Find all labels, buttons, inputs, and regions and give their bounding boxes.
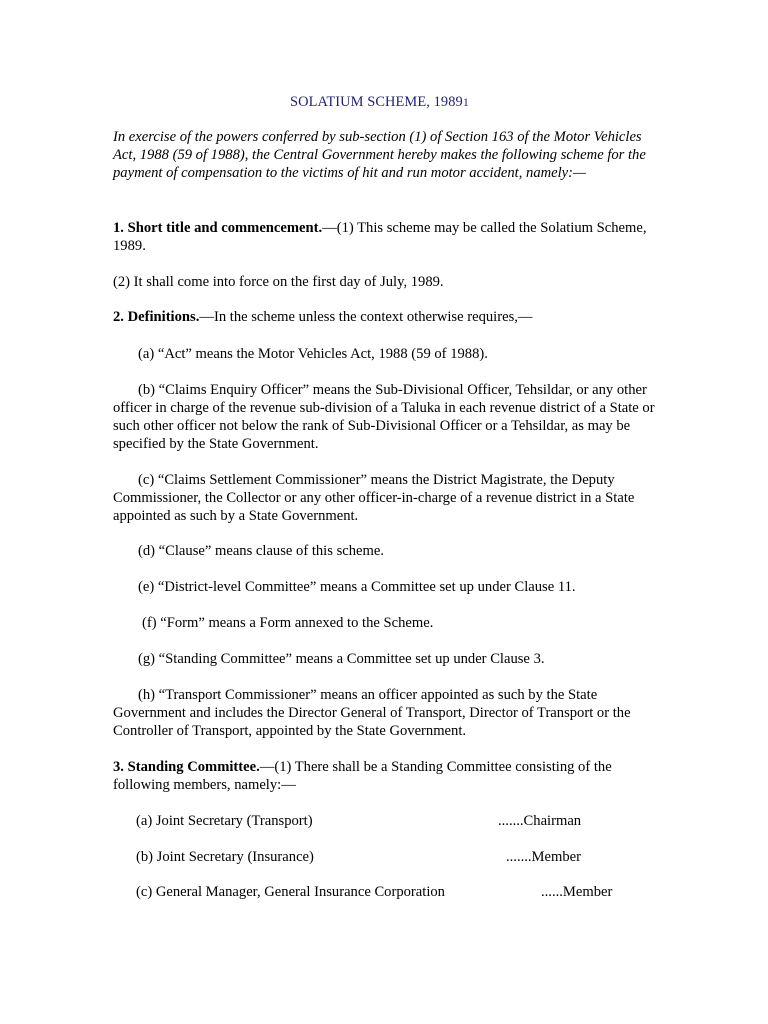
- definition-c: [113, 471, 658, 525]
- definition-b-text: (b) “Claims Enquiry Officer” means the Sub-Divisional Officer, Tehsildar, or any other officer in charge of the revenue sub-division of a Taluka in each revenue district of a State or such other officer not below the rank of Sub-Divisional Officer or a Tehsildar, as may be specified by the State Government.: [113, 382, 655, 452]
- section-1: [113, 219, 658, 255]
- definition-h-text: (h) “Transport Commissioner” means an officer appointed as such by the State Government and includes the Director General of Transport, Director of Transport or the Controller of Transport, appointed by the State Government.: [113, 687, 631, 739]
- definition-d-text: (d) “Clause” means clause of this scheme.: [138, 543, 384, 559]
- section-1-text: —(1) This scheme may be called the Solatium Scheme, 1989.: [113, 220, 647, 254]
- member-row: [136, 848, 581, 866]
- definition-g-text: (g) “Standing Committee” means a Committee set up under Clause 3.: [138, 651, 545, 667]
- definition-f-text: (f) “Form” means a Form annexed to the Scheme.: [142, 615, 434, 631]
- member-name: (c) General Manager, General Insurance Corporation: [136, 884, 445, 900]
- definition-c-text: (c) “Claims Settlement Commissioner” means the District Magistrate, the Deputy Commissioner, the Collector or any other officer-in-charge of a revenue district in a State appointed as such by a State Government.: [113, 472, 635, 524]
- section-3-heading: 3. Standing Committee.: [113, 759, 260, 775]
- definition-a-text: (a) “Act” means the Motor Vehicles Act, 1988 (59 of 1988).: [138, 346, 488, 362]
- section-2-text: —In the scheme unless the context otherwise requires,—: [199, 309, 533, 325]
- definition-a: [113, 345, 658, 363]
- section-3: [113, 758, 658, 794]
- definition-d: [113, 542, 658, 560]
- definition-e: [113, 578, 658, 596]
- definition-b: [113, 381, 658, 453]
- definition-h: [113, 686, 658, 740]
- section-1-sub-2: (2) It shall come into force on the first day of July, 1989.: [113, 274, 444, 290]
- member-name: (a) Joint Secretary (Transport): [136, 813, 313, 829]
- member-role: .......Chairman: [498, 813, 582, 829]
- footnote-marker: 1: [462, 95, 469, 109]
- definition-e-text: (e) “District-level Committee” means a Committee set up under Clause 11.: [138, 579, 576, 595]
- section-2-heading: 2. Definitions.: [113, 309, 200, 325]
- section-2: [113, 308, 658, 326]
- definition-f: [113, 614, 658, 632]
- section-3-text: —(1) There shall be a Standing Committee consisting of the following members, namely:—: [113, 759, 612, 793]
- page-title: [290, 93, 469, 111]
- member-row: [136, 812, 582, 830]
- section-1-heading: 1. Short title and commencement.: [113, 220, 323, 236]
- member-role: ......Member: [541, 884, 613, 900]
- definition-g: [113, 650, 658, 668]
- member-row: [136, 883, 613, 901]
- preamble: In exercise of the powers conferred by sub-section (1) of Section 163 of the Motor Vehicles Act, 1988 (59 of 1988), the Central Government hereby makes the following scheme for the payment of compensation to the victims of hit and run motor accident, namely:—: [113, 129, 646, 181]
- member-name: (b) Joint Secretary (Insurance): [136, 849, 314, 865]
- title-text: SOLATIUM SCHEME, 1989: [290, 94, 463, 110]
- member-role: .......Member: [506, 849, 581, 865]
